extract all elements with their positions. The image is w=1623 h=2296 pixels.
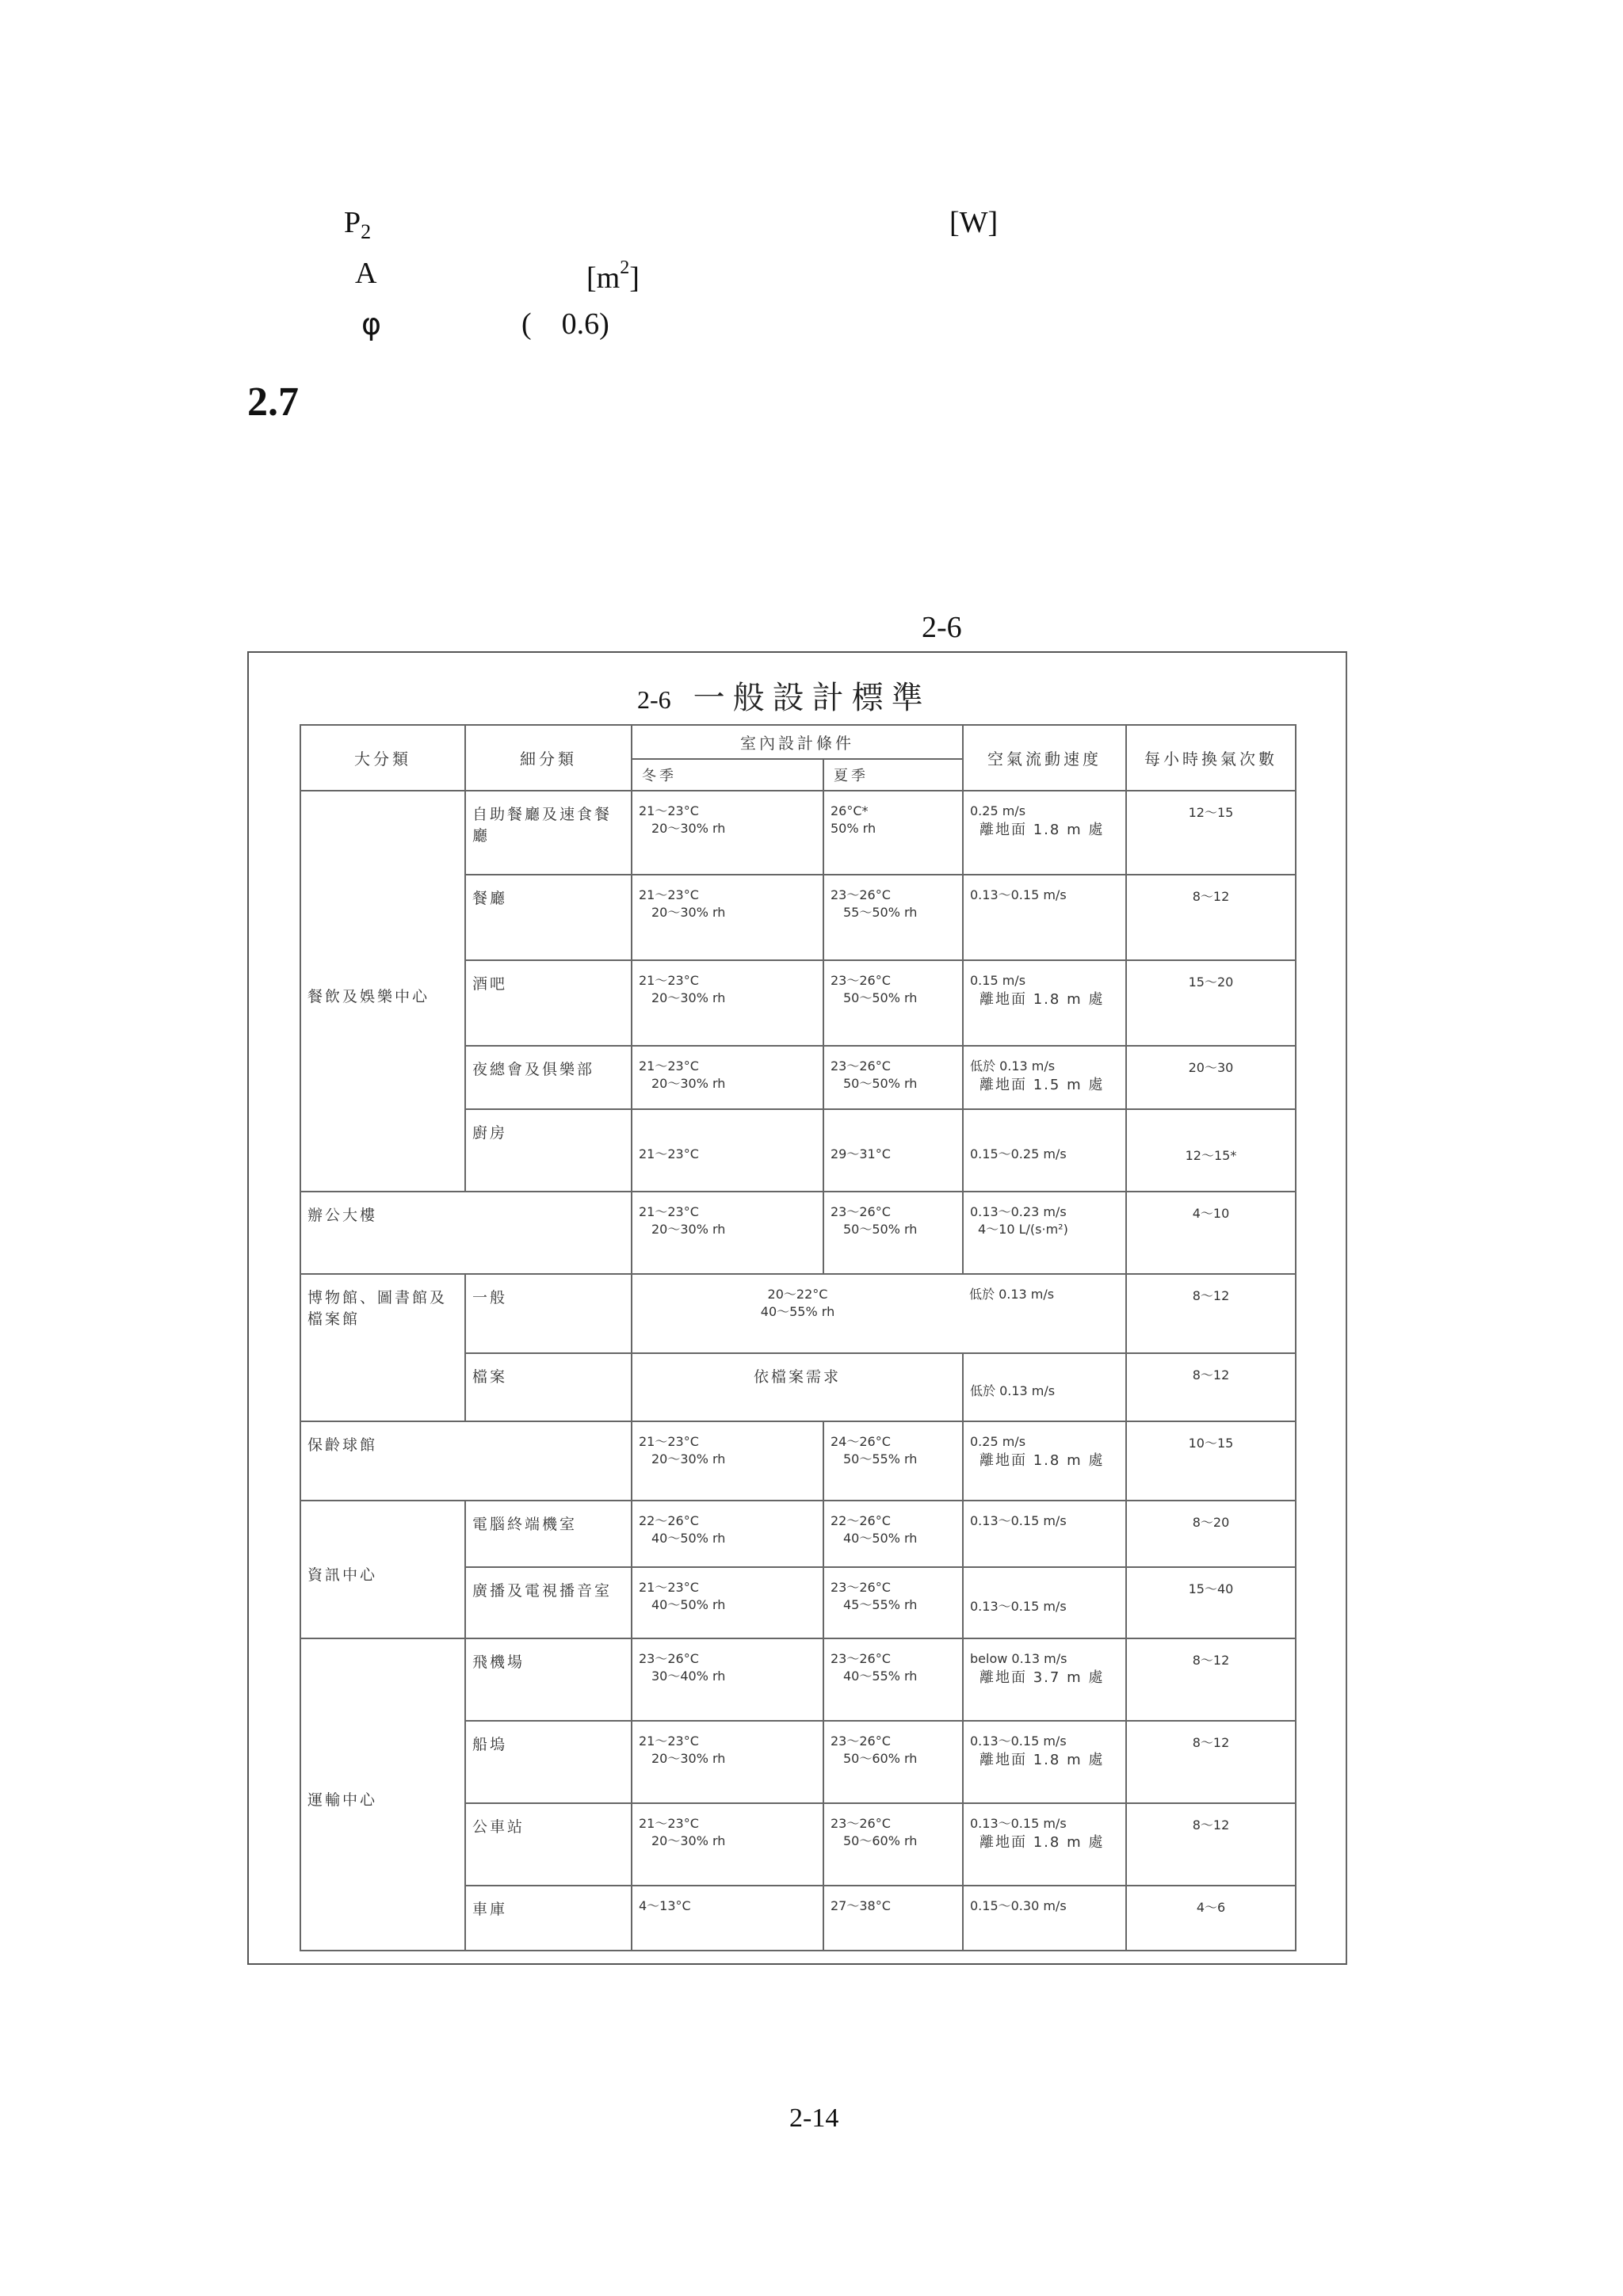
table-row: 運輸中心 飛機場 23～26°C 30～40% rh 23～26°C 40～55% rh below 0.13 m/s 離地面 3.7 m 處 8～12 [300, 1638, 1296, 1721]
variable-subscript: 2 [361, 220, 372, 243]
table-row: 辦公大樓 21～23°C 20～30% rh 23～26°C 50～50% rh 0.13～0.23 m/s 4～10 L/(s·m²) 4～10 [300, 1192, 1296, 1274]
section-heading: 2.7 [247, 379, 299, 425]
group-label: 資訊中心 [300, 1501, 465, 1638]
table-reference: 2-6 [922, 611, 962, 644]
row-label: 廚房 [465, 1109, 632, 1192]
table-row: 車庫 4～13°C 27～38°C 0.15～0.30 m/s 4～6 [300, 1886, 1296, 1951]
header-air-speed: 空氣流動速度 [963, 725, 1126, 791]
table-row: 博物館、圖書館及檔案館 一般 20～22°C 40～55% rh 低於 0.13 m/s 8～12 [300, 1274, 1296, 1353]
table-row: 酒吧 21～23°C 20～30% rh 23～26°C 50～50% rh 0.15 m/s 離地面 1.8 m 處 15～20 [300, 960, 1296, 1046]
variable-note: ( 0.6) [521, 307, 609, 341]
row-label: 飛機場 [465, 1638, 632, 1721]
header-air-changes: 每小時換氣次數 [1126, 725, 1296, 791]
row-label: 檔案 [465, 1353, 632, 1421]
variable-symbol: P [344, 206, 361, 239]
row-label: 一般 [465, 1274, 632, 1353]
table-row: 廚房 21～23°C 29～31°C 0.15～0.25 m/s 12～15* [300, 1109, 1296, 1192]
figure-title-row [637, 673, 931, 718]
row-label: 餐廳 [465, 875, 632, 960]
figure-number: 2-6 [637, 685, 671, 714]
variable-unit: $[m^2]$ [586, 257, 640, 295]
table-row: 餐飲及娛樂中心 自助餐廳及速食餐廳 21～23°C 20～30% rh 26°C* 50% rh 0.25 m/s 離地面 1.8 m 處 12～15 [300, 791, 1296, 875]
header-winter: 冬季 [632, 759, 823, 791]
variable-unit: [W] [949, 206, 999, 239]
page-number: 2-14 [789, 2103, 839, 2133]
table-row: 餐廳 21～23°C 20～30% rh 23～26°C 55～50% rh 0.13～0.15 m/s 8～12 [300, 875, 1296, 960]
row-label: 夜總會及俱樂部 [465, 1046, 632, 1109]
variable-a: A [355, 257, 377, 290]
variable-phi: φ [361, 307, 382, 341]
header-minor: 細分類 [465, 725, 632, 791]
table-row: 夜總會及俱樂部 21～23°C 20～30% rh 23～26°C 50～50% rh 低於 0.13 m/s 離地面 1.5 m 處 20～30 [300, 1046, 1296, 1109]
group-label: 餐飲及娛樂中心 [300, 791, 465, 1192]
row-label: 公車站 [465, 1803, 632, 1886]
header-major: 大分類 [300, 725, 465, 791]
design-standards-table [300, 724, 1296, 1951]
figure-title: 一般設計標準 [693, 680, 931, 716]
group-label: 運輸中心 [300, 1638, 465, 1951]
variable-p2 [344, 208, 371, 242]
row-label: 廣播及電視播音室 [465, 1567, 632, 1638]
header-indoor: 室內設計條件 [632, 725, 963, 759]
table-figure [247, 651, 1347, 1965]
table-row: 廣播及電視播音室 21～23°C 40～50% rh 23～26°C 45～55% rh 0.13～0.15 m/s 15～40 [300, 1567, 1296, 1638]
group-label: 博物館、圖書館及檔案館 [300, 1274, 465, 1421]
table-row: 船塢 21～23°C 20～30% rh 23～26°C 50～60% rh 0.13～0.15 m/s 離地面 1.8 m 處 8～12 [300, 1721, 1296, 1803]
table-row: 檔案 依檔案需求 低於 0.13 m/s 8～12 [300, 1353, 1296, 1421]
group-label: 保齡球館 [300, 1421, 632, 1501]
header-summer: 夏季 [823, 759, 963, 791]
table-row: 保齡球館 21～23°C 20～30% rh 24～26°C 50～55% rh 0.25 m/s 離地面 1.8 m 處 10～15 [300, 1421, 1296, 1501]
group-label: 辦公大樓 [300, 1192, 632, 1274]
row-label: 車庫 [465, 1886, 632, 1951]
table-row: 資訊中心 電腦終端機室 22～26°C 40～50% rh 22～26°C 40～50% rh 0.13～0.15 m/s 8～20 [300, 1501, 1296, 1567]
table-row: 公車站 21～23°C 20～30% rh 23～26°C 50～60% rh 0.13～0.15 m/s 離地面 1.8 m 處 8～12 [300, 1803, 1296, 1886]
row-label: 自助餐廳及速食餐廳 [465, 791, 632, 875]
row-label: 船塢 [465, 1721, 632, 1803]
row-label: 酒吧 [465, 960, 632, 1046]
row-label: 電腦終端機室 [465, 1501, 632, 1567]
